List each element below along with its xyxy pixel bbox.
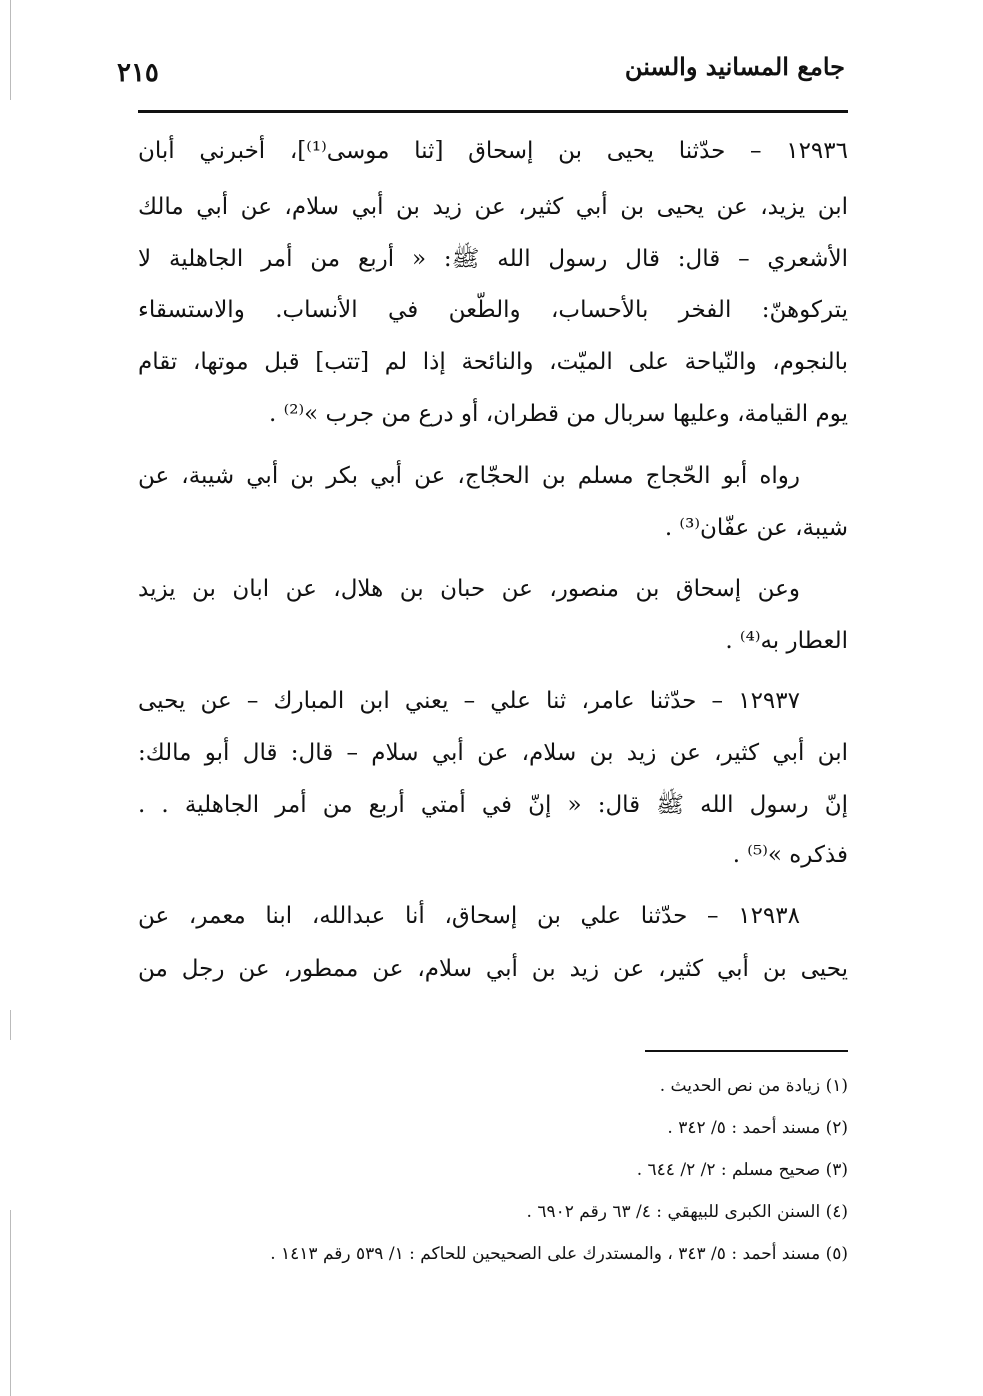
running-title: جامع المسانيد والسنن — [624, 52, 845, 81]
margin-line — [10, 1210, 11, 1396]
footnote: (١) زيادة من نص الحديث . — [659, 1076, 848, 1096]
page-number: ٢١٥ — [117, 58, 159, 88]
text-line: ابن يزيد، عن يحيى بن أبي كثير، عن زيد بن أبي سلام، عن أبي مالك — [138, 194, 848, 220]
text-line: العطار به⁽⁴⁾ . — [725, 628, 848, 654]
footnote: (٢) مسند أحمد : ٥/ ٣٤٢ . — [667, 1118, 848, 1138]
text-line: يحيى بن أبي كثير، عن زيد بن أبي سلام، عن ممطور، عن رجل من — [138, 956, 848, 982]
text-line: ١٢٩٣٦ – حدّثنا يحيى بن إسحاق [ثنا موسى⁽¹⁾]، أخبرني أبان — [138, 138, 848, 164]
text-line: ١٢٩٣٨ – حدّثنا علي بن إسحاق، أنا عبدالله، ابنا معمر، عن — [138, 903, 800, 929]
text-line: ابن أبي كثير، عن زيد بن سلام، عن أبي سلام – قال: قال أبو مالك: — [138, 740, 848, 766]
text-line: يتركوهنّ: الفخر بالأحساب، والطّعن في الأنساب. والاستسقاء — [138, 297, 848, 323]
text-line: وعن إسحاق بن منصور، عن حبان بن هلال، عن ابان بن يزيد — [138, 576, 800, 602]
margin-line — [10, 0, 11, 100]
footnote: (٤) السنن الكبرى للبيهقي : ٤/ ٦٣ رقم ٦٩٠٢ . — [526, 1202, 848, 1222]
text-line: شيبة، عن عفّان⁽³⁾ . — [664, 515, 848, 541]
margin-line — [10, 1010, 11, 1040]
text-line: رواه أبو الحّجاج مسلم بن الحجّاج، عن أبي بكر بن أبي شيبة، عن — [138, 463, 800, 489]
footnote-rule — [645, 1050, 848, 1052]
header-rule — [138, 110, 848, 113]
text-line: ١٢٩٣٧ – حدّثنا عامر، ثنا علي – يعني ابن المبارك – عن يحيى — [138, 688, 800, 714]
text-line: الأشعري – قال: قال رسول الله ﷺ: « أربع من أمر الجاهلية لا — [138, 246, 848, 272]
text-line: إنّ رسول الله ﷺ قال: « إنّ في أمتي أربع من أمر الجاهلية . . — [138, 792, 848, 818]
text-line: بالنجوم، والنّياحة على الميّت، والنائحة إذا لم [تتب] قبل موتها، تقام — [138, 349, 848, 375]
footnote: (٥) مسند أحمد : ٥/ ٣٤٣ ، والمستدرك على الصحيحين للحاكم : ١/ ٥٣٩ رقم ١٤١٣ . — [270, 1244, 848, 1264]
text-line: يوم القيامة، وعليها سربال من قطران، أو درع من جرب »⁽²⁾ . — [268, 401, 848, 427]
text-line: فذكره »⁽⁵⁾ . — [732, 842, 848, 868]
footnote: (٣) صحيح مسلم : ٢/ ٢/ ٦٤٤ . — [636, 1160, 848, 1180]
